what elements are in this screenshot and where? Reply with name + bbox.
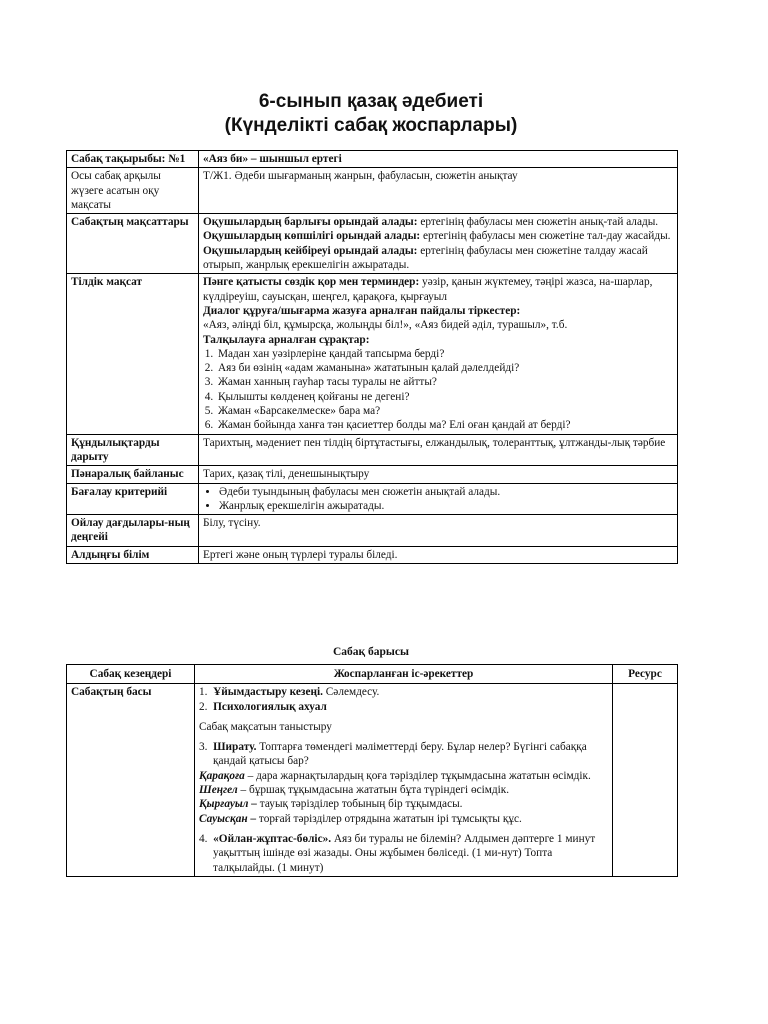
page-title [0,90,742,138]
section-title: Сабақ барысы [332,646,409,658]
lesson-progress-table [66,664,678,877]
table-row [67,214,678,274]
def1-term: Қарақоға [199,769,245,782]
step3-heading: Ширату. [213,741,257,754]
list-item: 4. Қылышты көлденең қойғаны не дегені? [216,390,673,404]
goal-label: Осы сабақ арқылы жүзеге асатын оқу мақсаты [67,168,199,214]
criteria-label: Бағалау критерийі [67,483,199,515]
step2-heading: Психологиялық ахуал [213,700,327,713]
obj-some-heading: Оқушылардың кейбіреуі орындай алады: [203,244,418,257]
table-row [67,466,678,483]
language-label: Тілдік мақсат [67,274,199,434]
title-line-2: (Күнделікті сабақ жоспарлары) [224,115,518,136]
stage-cell: Сабақтың басы [67,684,195,877]
def2-text: – бұршақ тұқымдасына жататын бұта түріндегі өсімдік. [237,784,510,797]
obj-some-text: ертегінің фабуласы мен сюжетіне талдау жасай отырып, жанрлық ерекшелігін ажыратады. [203,244,648,272]
table-row [67,684,678,877]
thinking-label: Ойлау дағдылары-ның деңгейі [67,515,199,547]
values-value: Тарихтың, мәдениет пен тілдің біртұтастығы, елжандылық, толеранттық, ұлтжанды-лық тәрбие [199,434,678,466]
def1-text: – дара жарнақтылардың қоға тәрізділер тұқымдасына жататын өсімдік. [244,769,591,782]
list-item: 2. Аяз би өзінің «адам жаманына» жататынын қалай дәлелдейді? [216,361,673,375]
obj-most-text: ертегінің фабуласы мен сюжетіне тал-дау жасайды. [420,230,671,243]
goal-value: Т/Ж1. Әдеби шығарманың жанрын, фабуласын, сюжетін анықтау [199,168,678,214]
table-row [67,546,678,563]
list-item: 3. Жаман ханның гауһар тасы туралы не айтты? [216,375,673,389]
obj-most-heading: Оқушылардың көпшілігі орындай алады: [203,230,421,243]
def4-text: торғай тәрізділер отрядына жататын ірі тұмсықты құс. [256,812,522,825]
def2-term: Шеңгел [199,784,238,797]
values-label: Құндылықтарды дарыту [67,434,199,466]
table-row [67,434,678,466]
prior-knowledge-label: Алдыңғы білім [67,546,199,563]
thinking-value: Білу, түсіну. [199,515,678,547]
topic-label: Сабақ тақырыбы: №1 [67,151,199,168]
table-row [67,515,678,547]
questions-heading: Талқылауға арналған сұрақтар: [203,333,370,346]
criteria-value [199,483,678,515]
objectives-value [199,214,678,274]
col-actions-header: Жоспарланған іс-әрекеттер [195,665,613,684]
step-number: 4. [199,832,208,845]
topic-value [199,151,678,168]
dialog-heading: Диалог құруға/шығарма жазуға арналған пайдалы тіркестер: [203,304,521,317]
obj-all-text: ертегінің фабуласы мен сюжетін анық-тай алады. [417,216,659,229]
intro-text: Сабақ мақсатын таныстыру [199,720,332,733]
prior-knowledge-value: Ертегі және оның түрлері туралы біледі. [199,546,678,563]
actions-cell [195,684,613,877]
topic-text: «Аяз би» – шыншыл ертегі [203,153,342,165]
list-item: 6. Жаман бойында ханға тән қасиеттер болды ма? Елі оған қандай ат берді? [216,418,673,432]
lesson-plan-table [66,150,678,564]
table-row [67,168,678,214]
step3-text: Топтарға төмендегі мәліметтерді беру. Бұлар нелер? Бүгінгі сабаққа қандай қатысы бар? [213,741,587,768]
dialog-text: «Аяз, әліңді біл, құмырсқа, жолыңды біл!», «Аяз бидей әділ, турашыл», т.б. [203,319,568,332]
col-resource-header: Ресурс [613,665,678,684]
obj-all-heading: Оқушылардың барлығы орындай алады: [203,216,418,229]
questions-list [203,347,673,433]
step4-text: Аяз би туралы не білемін? Алдымен дәптерге 1 минут уақыттың ішінде өзі жазады. Оны жұбымен бөліседі. (1 ми-нут) Топта талқылайды. (1 минут) [213,832,596,874]
table-header-row [67,665,678,684]
cross-subject-label: Пәнаралық байланыс [67,466,199,483]
table-row [67,274,678,434]
def3-term: Қырғауыл – [199,798,257,811]
table-row [67,483,678,515]
def3-text: тауық тәрізділер тобының бір тұқымдасы. [256,798,463,811]
vocab-heading: Пәнге қатысты сөздік қор мен терминдер: [203,276,420,289]
step4-heading: «Ойлан-жұптас-бөліс». [213,832,332,845]
table-row [67,151,678,168]
step-number: 2. [199,700,208,713]
step-number: 3. [199,741,208,754]
col-stage-header: Сабақ кезеңдері [67,665,195,684]
step1-heading: Ұйымдастыру кезеңі. [213,686,323,699]
resource-cell [613,684,678,877]
step1-text: Сәлемдесу. [322,686,380,699]
objectives-label: Сабақтың мақсаттары [67,214,199,274]
list-item: 5. Жаман «Барсакелмеске» бара ма? [216,404,673,418]
cross-subject-value: Тарих, қазақ тілі, денешынықтыру [199,466,678,483]
title-line-1: 6-сынып қазақ әдебиеті [258,91,484,112]
def4-term: Сауысқан – [199,812,257,825]
list-item: • Әдеби туындының фабуласы мен сюжетін анықтай алады. [219,485,673,499]
vocab-text: уәзір, қанын жүктемеу, тәңірі жазса, на-шарлар, күлдіреуіш, сауысқан, шеңгел, қарақоға, қырғауыл [203,276,653,303]
list-item: 1. Мадан хан уәзірлеріне қандай тапсырма берді? [216,347,673,361]
step-number: 1. [199,686,208,699]
list-item: • Жанрлық ерекшелігін ажыратады. [219,499,673,513]
language-value [199,274,678,434]
criteria-list [203,485,673,514]
